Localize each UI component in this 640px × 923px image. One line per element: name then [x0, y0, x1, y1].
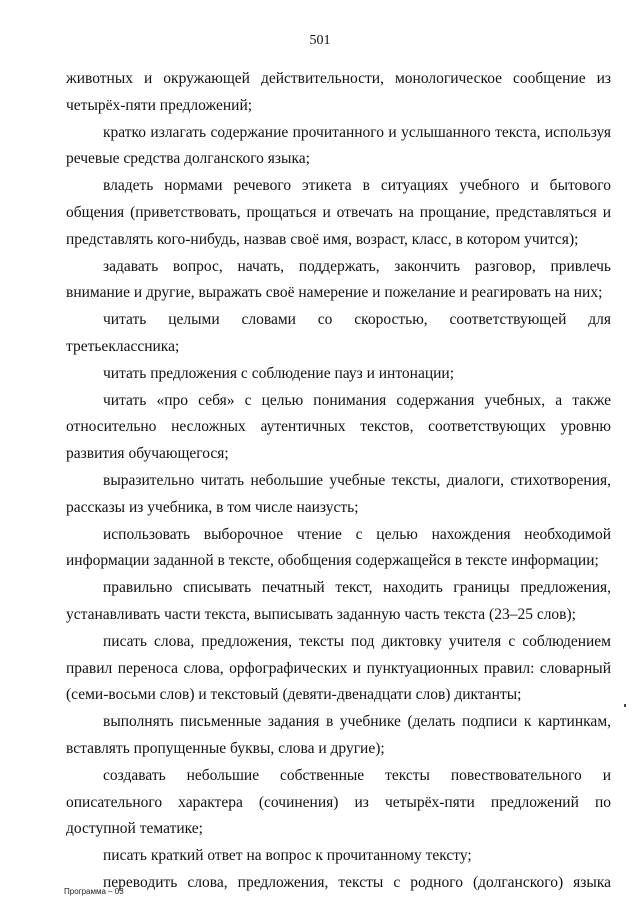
list-item: задавать вопрос, начать, поддержать, закончить разговор, привлечь внимание и другие, выражать своё намерение и пожелание и реагировать на них; [66, 257, 611, 302]
list-item: переводить слова, предложения, тексты с родного (долганского) языка [103, 873, 611, 891]
list-item: выразительно читать небольшие учебные тексты, диалоги, стихотворения, рассказы из учебника, в том числе наизусть; [66, 471, 611, 516]
list-item: читать предложения с соблюдение пауз и интонации; [103, 364, 455, 382]
scan-mark [624, 704, 626, 707]
list-item: читать целыми словами со скоростью, соответствующей для третьеклассника; [66, 311, 611, 355]
list-item: писать краткий ответ на вопрос к прочитанному тексту; [103, 847, 472, 865]
list-item: читать «про себя» с целью понимания содержания учебных, а также относительно несложных аутентичных текстов, соответствующих уровню развития обучающегося; [66, 391, 611, 463]
paragraph-continuation: животных и окружающей действительности, монологическое сообщение из четырёх-пяти предложений; [66, 70, 611, 114]
list-item: владеть нормами речевого этикета в ситуациях учебного и бытового общения (приветствовать, прощаться и отвечать на прощание, представляться и представлять кого-нибудь, назвав своё имя, возраст, класс, в котором учится); [66, 177, 611, 248]
list-item: создавать небольшие собственные тексты повествовательного и описательного характера (сочинения) из четырёх-пяти предложений по доступной тематике; [66, 766, 611, 838]
page-footer: Программа – 03 [64, 887, 124, 896]
list-item: писать слова, предложения, тексты под диктовку учителя с соблюдением правил переноса слова, орфографических и пунктуационных правил: словарный (семи-восьми слов) и текстовый (девяти-двенадцати слов) диктанты; [66, 632, 611, 704]
list-item: правильно списывать печатный текст, находить границы предложения, устанавливать части текста, выписывать заданную часть текста (23–25 слов); [66, 579, 611, 623]
page-number: 501 [309, 33, 331, 48]
list-item: кратко излагать содержание прочитанного и услышанного текста, используя речевые средства долганского языка; [66, 123, 611, 168]
document-body [66, 66, 611, 897]
list-item: использовать выборочное чтение с целью нахождения необходимой информации заданной в тексте, обобщения содержащейся в тексте информации; [66, 525, 611, 570]
list-item: выполнять письменные задания в учебнике (делать подписи к картинкам, вставлять пропущенные буквы, слова и другие); [66, 713, 611, 757]
